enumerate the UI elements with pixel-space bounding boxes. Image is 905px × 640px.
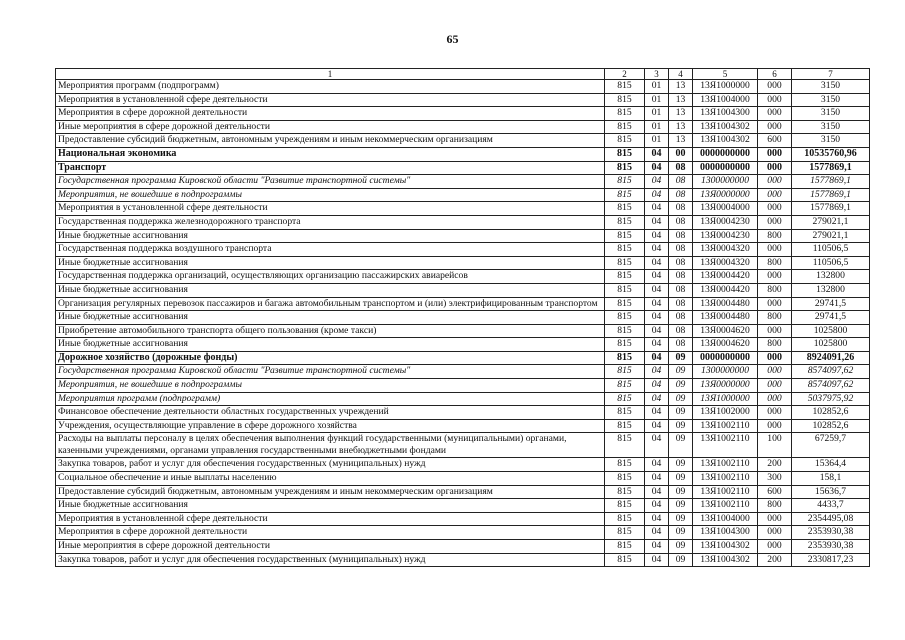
target-article-cell: 13Я1004302 [693, 553, 758, 567]
target-article-cell: 13Я1004302 [693, 134, 758, 148]
subsection-code-cell: 09 [669, 458, 693, 472]
expense-type-cell: 800 [758, 283, 792, 297]
subsection-code-cell: 09 [669, 433, 693, 458]
subsection-code-cell: 08 [669, 311, 693, 325]
target-article-cell: 13Я0004420 [693, 283, 758, 297]
expense-type-cell: 000 [758, 540, 792, 554]
row-name-cell: Мероприятия, не вошедшие в подпрограммы [56, 379, 605, 393]
amount-cell: 132800 [792, 270, 870, 284]
row-name-cell: Государственная программа Кировской области "Развитие транспортной системы" [56, 175, 605, 189]
table-row [56, 188, 870, 202]
subsection-code-cell: 08 [669, 243, 693, 257]
amount-cell: 29741,5 [792, 311, 870, 325]
section-code-cell: 04 [645, 270, 669, 284]
target-article-cell: 13Я1004302 [693, 120, 758, 134]
section-code-cell: 04 [645, 379, 669, 393]
subsection-code-cell: 08 [669, 256, 693, 270]
expense-type-cell: 000 [758, 80, 792, 94]
subsection-code-cell: 08 [669, 338, 693, 352]
target-article-cell: 13Я0004230 [693, 215, 758, 229]
header-cell: 5 [693, 69, 758, 80]
section-code-cell: 04 [645, 161, 669, 175]
expense-type-cell: 000 [758, 379, 792, 393]
target-article-cell: 13Я0000000 [693, 188, 758, 202]
subsection-code-cell: 09 [669, 365, 693, 379]
chief-admin-code-cell: 815 [605, 215, 645, 229]
target-article-cell: 13Я1002110 [693, 485, 758, 499]
table-row [56, 297, 870, 311]
chief-admin-code-cell: 815 [605, 406, 645, 420]
table-row [56, 215, 870, 229]
target-article-cell: 13Я1002110 [693, 433, 758, 458]
amount-cell: 3150 [792, 80, 870, 94]
table-row [56, 526, 870, 540]
section-code-cell: 04 [645, 175, 669, 189]
section-code-cell: 01 [645, 134, 669, 148]
chief-admin-code-cell: 815 [605, 553, 645, 567]
subsection-code-cell: 09 [669, 540, 693, 554]
target-article-cell: 13Я0004000 [693, 202, 758, 216]
section-code-cell: 04 [645, 351, 669, 365]
amount-cell: 102852,6 [792, 406, 870, 420]
subsection-code-cell: 13 [669, 80, 693, 94]
amount-cell: 1577869,1 [792, 202, 870, 216]
subsection-code-cell: 13 [669, 93, 693, 107]
table-row [56, 458, 870, 472]
row-name-cell: Закупка товаров, работ и услуг для обеспечения государственных (муниципальных) нужд [56, 458, 605, 472]
section-code-cell: 01 [645, 120, 669, 134]
target-article-cell: 0000000000 [693, 351, 758, 365]
subsection-code-cell: 13 [669, 134, 693, 148]
table-row [56, 365, 870, 379]
chief-admin-code-cell: 815 [605, 243, 645, 257]
header-cell: 7 [792, 69, 870, 80]
section-code-cell: 04 [645, 256, 669, 270]
amount-cell: 2353930,38 [792, 540, 870, 554]
table-row [56, 93, 870, 107]
section-code-cell: 04 [645, 472, 669, 486]
subsection-code-cell: 00 [669, 147, 693, 161]
amount-cell: 2330817,23 [792, 553, 870, 567]
chief-admin-code-cell: 815 [605, 93, 645, 107]
subsection-code-cell: 09 [669, 406, 693, 420]
expense-type-cell: 000 [758, 161, 792, 175]
expense-type-cell: 800 [758, 499, 792, 513]
target-article-cell: 13Я1004000 [693, 512, 758, 526]
header-cell: 3 [645, 69, 669, 80]
subsection-code-cell: 08 [669, 188, 693, 202]
chief-admin-code-cell: 815 [605, 256, 645, 270]
target-article-cell: 13Я1004300 [693, 526, 758, 540]
amount-cell: 3150 [792, 134, 870, 148]
target-article-cell: 13Я0004620 [693, 338, 758, 352]
expense-type-cell: 800 [758, 256, 792, 270]
chief-admin-code-cell: 815 [605, 161, 645, 175]
target-article-cell: 13Я0004480 [693, 297, 758, 311]
table-row [56, 175, 870, 189]
table-row [56, 472, 870, 486]
row-name-cell: Государственная поддержка организаций, осуществляющих организацию пассажирских авиарейсов [56, 270, 605, 284]
amount-cell: 8924091,26 [792, 351, 870, 365]
expense-type-cell: 600 [758, 485, 792, 499]
table-row [56, 161, 870, 175]
subsection-code-cell: 08 [669, 324, 693, 338]
row-name-cell: Мероприятия в сфере дорожной деятельности [56, 526, 605, 540]
section-code-cell: 04 [645, 526, 669, 540]
amount-cell: 3150 [792, 107, 870, 121]
chief-admin-code-cell: 815 [605, 147, 645, 161]
section-code-cell: 01 [645, 80, 669, 94]
amount-cell: 4433,7 [792, 499, 870, 513]
row-name-cell: Государственная поддержка железнодорожного транспорта [56, 215, 605, 229]
subsection-code-cell: 08 [669, 297, 693, 311]
section-code-cell: 04 [645, 215, 669, 229]
chief-admin-code-cell: 815 [605, 379, 645, 393]
row-name-cell: Социальное обеспечение и иные выплаты населению [56, 472, 605, 486]
amount-cell: 3150 [792, 120, 870, 134]
amount-cell: 1025800 [792, 324, 870, 338]
section-code-cell: 04 [645, 338, 669, 352]
section-code-cell: 01 [645, 107, 669, 121]
expense-type-cell: 100 [758, 433, 792, 458]
table-row [56, 351, 870, 365]
amount-cell: 15364,4 [792, 458, 870, 472]
target-article-cell: 13Я0004320 [693, 243, 758, 257]
header-cell: 2 [605, 69, 645, 80]
chief-admin-code-cell: 815 [605, 338, 645, 352]
page-number: 65 [446, 32, 459, 46]
budget-table [55, 68, 870, 567]
expense-type-cell: 000 [758, 392, 792, 406]
table-row [56, 120, 870, 134]
chief-admin-code-cell: 815 [605, 392, 645, 406]
section-code-cell: 04 [645, 229, 669, 243]
table-row [56, 379, 870, 393]
header-cell: 4 [669, 69, 693, 80]
row-name-cell: Мероприятия в установленной сфере деятельности [56, 512, 605, 526]
table-row [56, 229, 870, 243]
expense-type-cell: 800 [758, 338, 792, 352]
target-article-cell: 13Я1002110 [693, 499, 758, 513]
target-article-cell: 13Я1002110 [693, 419, 758, 433]
row-name-cell: Организация регулярных перевозок пассажиров и багажа автомобильным транспортом и (или) электрифицированным транспортом [56, 297, 605, 311]
row-name-cell: Дорожное хозяйство (дорожные фонды) [56, 351, 605, 365]
row-name-cell: Предоставление субсидий бюджетным, автономным учреждениям и иным некоммерческим организациям [56, 134, 605, 148]
expense-type-cell: 000 [758, 107, 792, 121]
target-article-cell: 13Я1004000 [693, 93, 758, 107]
row-name-cell: Закупка товаров, работ и услуг для обеспечения государственных (муниципальных) нужд [56, 553, 605, 567]
section-code-cell: 04 [645, 243, 669, 257]
expense-type-cell: 600 [758, 134, 792, 148]
target-article-cell: 13Я1002000 [693, 406, 758, 420]
row-name-cell: Мероприятия в установленной сфере деятельности [56, 202, 605, 216]
section-code-cell: 04 [645, 433, 669, 458]
subsection-code-cell: 09 [669, 392, 693, 406]
subsection-code-cell: 09 [669, 472, 693, 486]
chief-admin-code-cell: 815 [605, 120, 645, 134]
row-name-cell: Государственная программа Кировской области "Развитие транспортной системы" [56, 365, 605, 379]
row-name-cell: Иные бюджетные ассигнования [56, 338, 605, 352]
table-header-row [56, 69, 870, 80]
row-name-cell: Мероприятия программ (подпрограмм) [56, 392, 605, 406]
table-row [56, 283, 870, 297]
table-row [56, 338, 870, 352]
amount-cell: 158,1 [792, 472, 870, 486]
expense-type-cell: 000 [758, 526, 792, 540]
target-article-cell: 13Я1002110 [693, 472, 758, 486]
row-name-cell: Иные бюджетные ассигнования [56, 311, 605, 325]
expense-type-cell: 000 [758, 188, 792, 202]
amount-cell: 10535760,96 [792, 147, 870, 161]
row-name-cell: Мероприятия программ (подпрограмм) [56, 80, 605, 94]
amount-cell: 1577869,1 [792, 175, 870, 189]
target-article-cell: 0000000000 [693, 147, 758, 161]
chief-admin-code-cell: 815 [605, 229, 645, 243]
target-article-cell: 13Я1004302 [693, 540, 758, 554]
section-code-cell: 04 [645, 311, 669, 325]
table-row [56, 406, 870, 420]
chief-admin-code-cell: 815 [605, 270, 645, 284]
chief-admin-code-cell: 815 [605, 419, 645, 433]
section-code-cell: 04 [645, 147, 669, 161]
target-article-cell: 1300000000 [693, 175, 758, 189]
chief-admin-code-cell: 815 [605, 351, 645, 365]
chief-admin-code-cell: 815 [605, 175, 645, 189]
section-code-cell: 01 [645, 93, 669, 107]
table-row [56, 419, 870, 433]
row-name-cell: Предоставление субсидий бюджетным, автономным учреждениям и иным некоммерческим организациям [56, 485, 605, 499]
table-row [56, 433, 870, 458]
table-row [56, 392, 870, 406]
subsection-code-cell: 13 [669, 107, 693, 121]
amount-cell: 1577869,1 [792, 161, 870, 175]
subsection-code-cell: 09 [669, 379, 693, 393]
table-row [56, 202, 870, 216]
table-row [56, 256, 870, 270]
subsection-code-cell: 09 [669, 419, 693, 433]
expense-type-cell: 000 [758, 202, 792, 216]
target-article-cell: 13Я1004300 [693, 107, 758, 121]
table-row [56, 485, 870, 499]
amount-cell: 1025800 [792, 338, 870, 352]
row-name-cell: Мероприятия в сфере дорожной деятельности [56, 107, 605, 121]
table-row [56, 553, 870, 567]
chief-admin-code-cell: 815 [605, 311, 645, 325]
expense-type-cell: 000 [758, 147, 792, 161]
section-code-cell: 04 [645, 553, 669, 567]
subsection-code-cell: 08 [669, 175, 693, 189]
header-cell: 1 [56, 69, 605, 80]
expense-type-cell: 000 [758, 512, 792, 526]
expense-type-cell: 000 [758, 120, 792, 134]
section-code-cell: 04 [645, 392, 669, 406]
amount-cell: 2353930,38 [792, 526, 870, 540]
row-name-cell: Приобретение автомобильного транспорта общего пользования (кроме такси) [56, 324, 605, 338]
subsection-code-cell: 09 [669, 485, 693, 499]
section-code-cell: 04 [645, 365, 669, 379]
section-code-cell: 04 [645, 297, 669, 311]
expense-type-cell: 000 [758, 175, 792, 189]
table-row [56, 107, 870, 121]
amount-cell: 2354495,08 [792, 512, 870, 526]
expense-type-cell: 200 [758, 458, 792, 472]
row-name-cell: Иные мероприятия в сфере дорожной деятельности [56, 540, 605, 554]
expense-type-cell: 000 [758, 406, 792, 420]
row-name-cell: Расходы на выплаты персоналу в целях обеспечения выполнения функций государственными (муниципальными) органами, казенными учреждениями, органами управления государственными внебюджетными фондами [56, 433, 605, 458]
amount-cell: 8574097,62 [792, 379, 870, 393]
amount-cell: 132800 [792, 283, 870, 297]
chief-admin-code-cell: 815 [605, 365, 645, 379]
chief-admin-code-cell: 815 [605, 433, 645, 458]
target-article-cell: 13Я1000000 [693, 80, 758, 94]
expense-type-cell: 000 [758, 93, 792, 107]
subsection-code-cell: 08 [669, 215, 693, 229]
chief-admin-code-cell: 815 [605, 188, 645, 202]
subsection-code-cell: 09 [669, 499, 693, 513]
table-row [56, 311, 870, 325]
section-code-cell: 04 [645, 499, 669, 513]
amount-cell: 110506,5 [792, 256, 870, 270]
target-article-cell: 13Я0000000 [693, 379, 758, 393]
subsection-code-cell: 08 [669, 161, 693, 175]
subsection-code-cell: 09 [669, 351, 693, 365]
table-row [56, 80, 870, 94]
header-cell: 6 [758, 69, 792, 80]
chief-admin-code-cell: 815 [605, 540, 645, 554]
section-code-cell: 04 [645, 202, 669, 216]
row-name-cell: Иные бюджетные ассигнования [56, 229, 605, 243]
amount-cell: 279021,1 [792, 229, 870, 243]
chief-admin-code-cell: 815 [605, 512, 645, 526]
amount-cell: 110506,5 [792, 243, 870, 257]
row-name-cell: Иные бюджетные ассигнования [56, 283, 605, 297]
chief-admin-code-cell: 815 [605, 526, 645, 540]
amount-cell: 279021,1 [792, 215, 870, 229]
table-row [56, 270, 870, 284]
chief-admin-code-cell: 815 [605, 485, 645, 499]
table-row [56, 324, 870, 338]
table-row [56, 243, 870, 257]
expense-type-cell: 000 [758, 324, 792, 338]
row-name-cell: Учреждения, осуществляющие управление в сфере дорожного хозяйства [56, 419, 605, 433]
target-article-cell: 0000000000 [693, 161, 758, 175]
table-row [56, 147, 870, 161]
section-code-cell: 04 [645, 283, 669, 297]
chief-admin-code-cell: 815 [605, 202, 645, 216]
target-article-cell: 13Я0004320 [693, 256, 758, 270]
target-article-cell: 13Я0004230 [693, 229, 758, 243]
section-code-cell: 04 [645, 324, 669, 338]
row-name-cell: Финансовое обеспечение деятельности областных государственных учреждений [56, 406, 605, 420]
target-article-cell: 13Я1000000 [693, 392, 758, 406]
chief-admin-code-cell: 815 [605, 458, 645, 472]
expense-type-cell: 800 [758, 229, 792, 243]
table-row [56, 134, 870, 148]
expense-type-cell: 000 [758, 419, 792, 433]
target-article-cell: 13Я0004420 [693, 270, 758, 284]
amount-cell: 1577869,1 [792, 188, 870, 202]
expense-type-cell: 000 [758, 243, 792, 257]
chief-admin-code-cell: 815 [605, 134, 645, 148]
row-name-cell: Мероприятия в установленной сфере деятельности [56, 93, 605, 107]
row-name-cell: Национальная экономика [56, 147, 605, 161]
expense-type-cell: 800 [758, 311, 792, 325]
expense-type-cell: 000 [758, 297, 792, 311]
table-row [56, 499, 870, 513]
row-name-cell: Иные бюджетные ассигнования [56, 256, 605, 270]
section-code-cell: 04 [645, 419, 669, 433]
target-article-cell: 13Я0004620 [693, 324, 758, 338]
amount-cell: 102852,6 [792, 419, 870, 433]
section-code-cell: 04 [645, 458, 669, 472]
expense-type-cell: 000 [758, 215, 792, 229]
section-code-cell: 04 [645, 485, 669, 499]
chief-admin-code-cell: 815 [605, 297, 645, 311]
subsection-code-cell: 08 [669, 229, 693, 243]
chief-admin-code-cell: 815 [605, 324, 645, 338]
chief-admin-code-cell: 815 [605, 499, 645, 513]
amount-cell: 29741,5 [792, 297, 870, 311]
chief-admin-code-cell: 815 [605, 283, 645, 297]
subsection-code-cell: 08 [669, 270, 693, 284]
chief-admin-code-cell: 815 [605, 472, 645, 486]
subsection-code-cell: 09 [669, 512, 693, 526]
expense-type-cell: 000 [758, 351, 792, 365]
subsection-code-cell: 09 [669, 553, 693, 567]
section-code-cell: 04 [645, 512, 669, 526]
table-row [56, 540, 870, 554]
row-name-cell: Иные бюджетные ассигнования [56, 499, 605, 513]
section-code-cell: 04 [645, 540, 669, 554]
row-name-cell: Иные мероприятия в сфере дорожной деятельности [56, 120, 605, 134]
amount-cell: 5037975,92 [792, 392, 870, 406]
subsection-code-cell: 09 [669, 526, 693, 540]
subsection-code-cell: 08 [669, 202, 693, 216]
subsection-code-cell: 13 [669, 120, 693, 134]
expense-type-cell: 000 [758, 365, 792, 379]
subsection-code-cell: 08 [669, 283, 693, 297]
row-name-cell: Мероприятия, не вошедшие в подпрограммы [56, 188, 605, 202]
amount-cell: 8574097,62 [792, 365, 870, 379]
target-article-cell: 13Я1002110 [693, 458, 758, 472]
table-row [56, 512, 870, 526]
expense-type-cell: 300 [758, 472, 792, 486]
section-code-cell: 04 [645, 406, 669, 420]
amount-cell: 3150 [792, 93, 870, 107]
row-name-cell: Транспорт [56, 161, 605, 175]
row-name-cell: Государственная поддержка воздушного транспорта [56, 243, 605, 257]
amount-cell: 67259,7 [792, 433, 870, 458]
chief-admin-code-cell: 815 [605, 107, 645, 121]
target-article-cell: 13Я0004480 [693, 311, 758, 325]
chief-admin-code-cell: 815 [605, 80, 645, 94]
target-article-cell: 1300000000 [693, 365, 758, 379]
expense-type-cell: 200 [758, 553, 792, 567]
amount-cell: 15636,7 [792, 485, 870, 499]
expense-type-cell: 000 [758, 270, 792, 284]
section-code-cell: 04 [645, 188, 669, 202]
